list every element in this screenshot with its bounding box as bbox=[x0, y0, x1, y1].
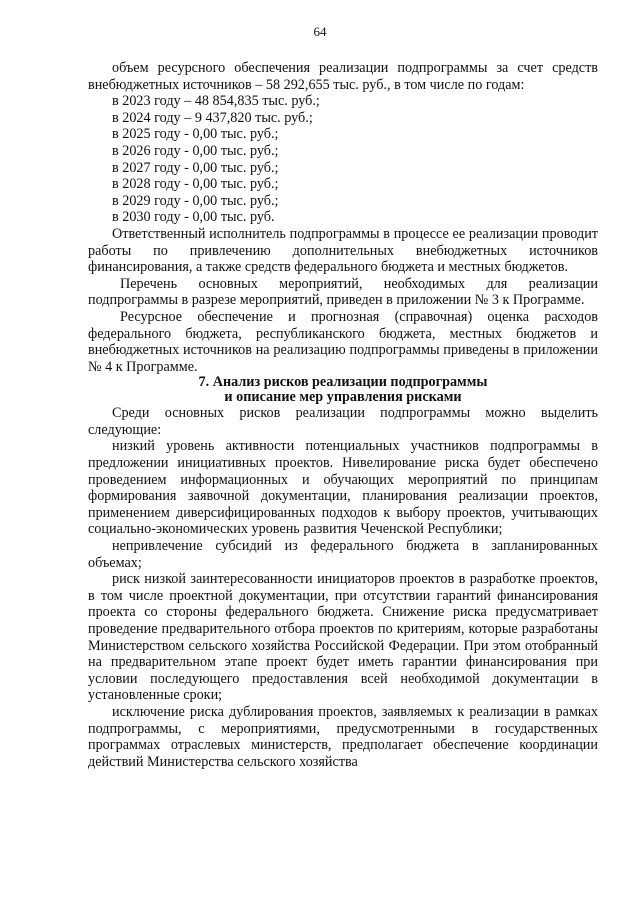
paragraph-risk-duplication: исключение риска дублирования проектов, заявляемых к реализации в рамках подпрограммы, с мероприятиями, предусмотренными в государственных программах отраслевых министерств, предполагает обеспечение координации действий Министерства сельского хозяйства bbox=[88, 703, 598, 770]
year-item-2023: в 2023 году – 48 854,835 тыс. руб.; bbox=[112, 93, 320, 110]
page-number: 64 bbox=[313, 24, 327, 39]
section-heading-line-1: 7. Анализ рисков реализации подпрограммы bbox=[198, 374, 488, 391]
paragraph-risk-no-subsidies: непривлечение субсидий из федерального бюджета в запланированных объемах; bbox=[88, 538, 598, 571]
section-heading-line-2: и описание мер управления рисками bbox=[224, 389, 462, 406]
paragraph-activities-list: Перечень основных мероприятий, необходимых для реализации подпрограммы в разрезе мероприятий, приведен в приложении № 3 к Программе. bbox=[88, 275, 598, 309]
year-item-2024: в 2024 году – 9 437,820 тыс. руб.; bbox=[112, 109, 313, 126]
year-list bbox=[88, 93, 598, 226]
year-item-2027: в 2027 году - 0,00 тыс. руб.; bbox=[112, 159, 279, 176]
paragraph-risks-intro: Среди основных рисков реализации подпрограммы можно выделить следующие: bbox=[88, 405, 598, 438]
section-heading bbox=[88, 375, 598, 405]
year-item-2025: в 2025 году - 0,00 тыс. руб.; bbox=[112, 126, 279, 143]
year-item-2030: в 2030 году - 0,00 тыс. руб. bbox=[112, 209, 275, 226]
year-item-2028: в 2028 году - 0,00 тыс. руб.; bbox=[112, 176, 279, 193]
paragraph-resource-intro: объем ресурсного обеспечения реализации подпрограммы за счет средств внебюджетных источников – 58 292,655 тыс. руб., в том числе по годам: bbox=[88, 60, 598, 93]
year-item-2026: в 2026 году - 0,00 тыс. руб.; bbox=[112, 142, 279, 159]
paragraph-risk-low-activity: низкий уровень активности потенциальных участников подпрограммы в предложении инициативных проектов. Нивелирование риска будет обеспечено проведением информационных и обучающих мероприятий по принципам формирования заявочной документации, планирования реализации проектов, применением диверсифицированных подходов к выбору проектов, учитывающих социально-экономических уровень развития Чеченской Республики; bbox=[88, 438, 598, 538]
paragraph-resource-support: Ресурсное обеспечение и прогнозная (справочная) оценка расходов федерального бюджета, республиканского бюджета, местных бюджетов и внебюджетных источников на реализацию подпрограммы приведены в приложении № 4 к Программе. bbox=[88, 308, 598, 375]
document-body bbox=[88, 60, 598, 770]
paragraph-responsible-executor: Ответственный исполнитель подпрограммы в процессе ее реализации проводит работы по привлечению дополнительных внебюджетных источников финансирования, а также средств федерального бюджета и местных бюджетов. bbox=[88, 225, 598, 276]
paragraph-risk-low-interest: риск низкой заинтересованности инициаторов проектов в разработке проектов, в том числе проектной документации, при отсутствии гарантий финансирования проекта со стороны федерального бюджета. Снижение риска предусматривает проведение предварительного отбора проектов по критериям, которые разработаны Министерством сельского хозяйства Российской Федерации. При этом отобранный на предварительном этапе проект будет иметь гарантии финансирования при условии последующего предоставления всей необходимой документации в установленные сроки; bbox=[88, 571, 598, 704]
year-item-2029: в 2029 году - 0,00 тыс. руб.; bbox=[112, 192, 279, 209]
